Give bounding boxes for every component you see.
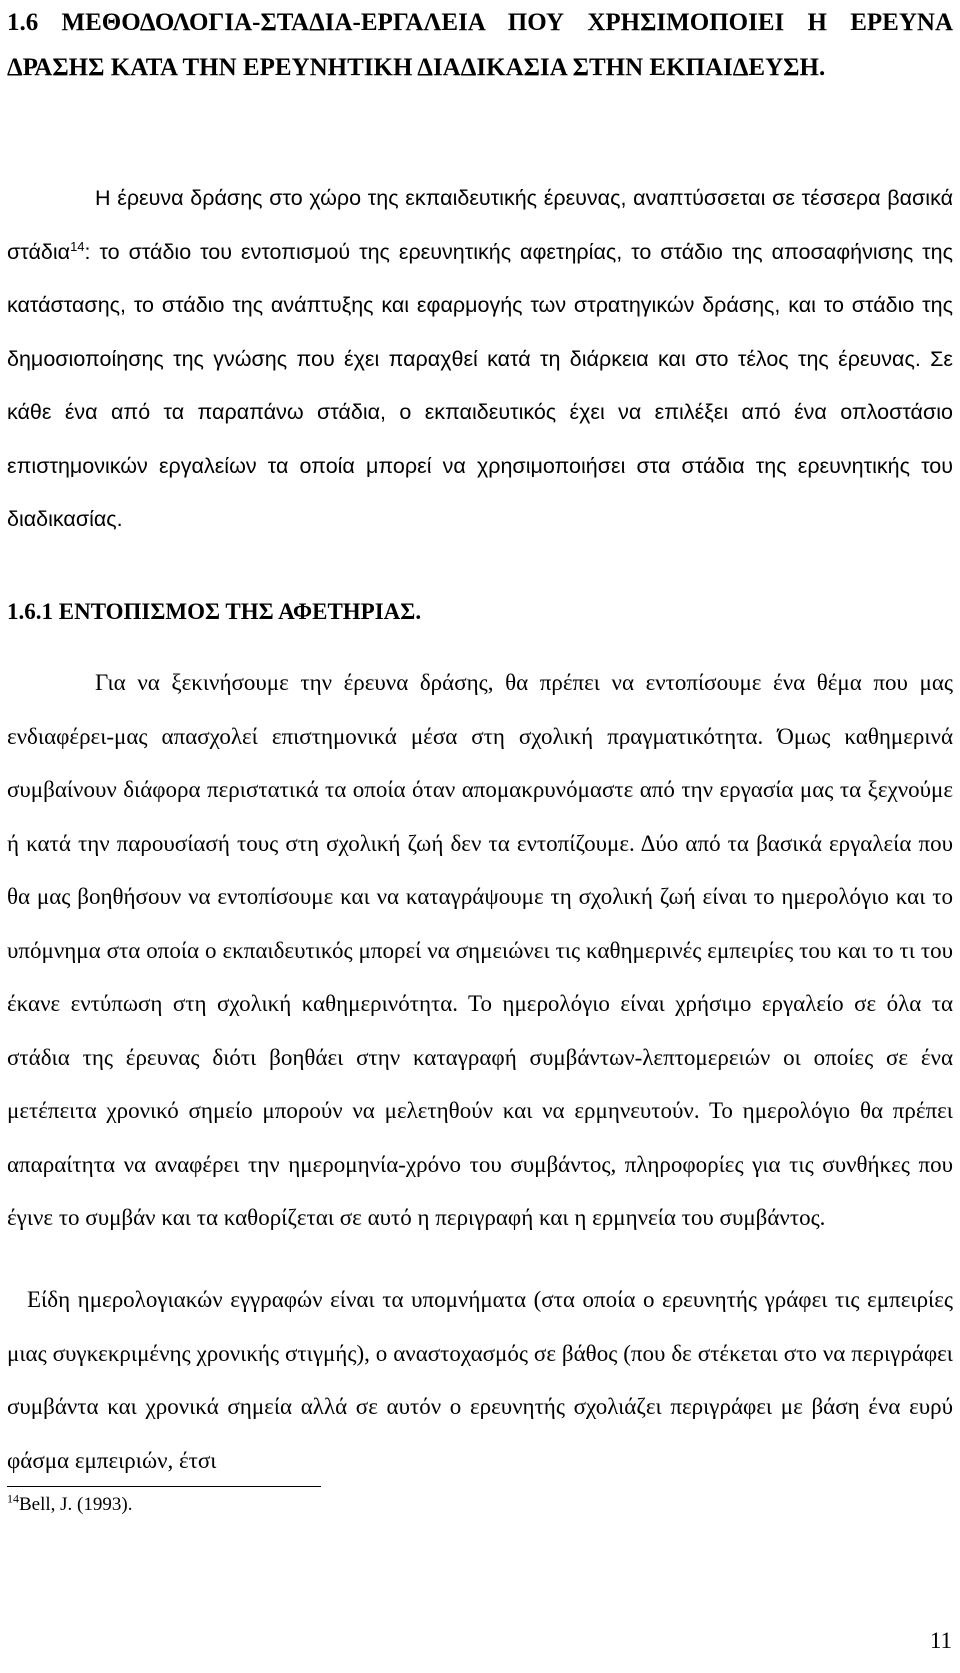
footnote	[7, 1491, 133, 1516]
paragraph-text: : το στάδιο του εντοπισμού της ερευνητικής αφετηρίας, το στάδιο της αποσαφήνισης της κατάστασης, το στάδιο της ανάπτυξης και εφαρμογής των στρατηγικών δράσης, και το στάδιο της δημοσιοποίησης της γνώσης που έχει παραχθεί κατά τη διάρκεια και στο τέλος της έρευνας. Σε κάθε ένα από τα παραπάνω στάδια, ο εκπαιδευτικός έχει να επιλέξει από ένα οπλοστάσιο επιστημονικών εργαλείων τα οποία μπορεί να χρησιμοποιήσει στα στάδια της ερευνητικής του διαδικασίας.	[7, 239, 953, 531]
page-number: 11	[929, 1628, 952, 1653]
subsection-heading: 1.6.1 ΕΝΤΟΠΙΣΜΟΣ ΤΗΣ ΑΦΕΤΗΡΙΑΣ.	[7, 599, 422, 624]
footnote-reference[interactable]: 14	[70, 238, 85, 254]
paragraph-diary-tools: Για να ξεκινήσουμε την έρευνα δράσης, θα πρέπει να εντοπίσουμε ένα θέμα που μας ενδιαφέρει-μας απασχολεί επιστημονικά μέσα στη σχολική πραγματικότητα. Όμως καθημερινά συμβαίνουν διάφορα περιστατικά τα οποία όταν απομακρυνόμαστε από την εργασία μας τα ξεχνούμε ή κατά την παρουσίασή τους στη σχολική ζωή δεν τα εντοπίζουμε. Δύο από τα βασικά εργαλεία που θα μας βοηθήσουν να εντοπίσουμε και να καταγράψουμε τη σχολική ζωή είναι το ημερολόγιο και το υπόμνημα στα οποία ο εκπαιδευτικός μπορεί να σημειώνει τις καθημερινές εμπειρίες του και το τι του έκανε εντύπωση στη σχολική καθημερινότητα. Το ημερολόγιο είναι χρήσιμο εργαλείο σε όλα τα στάδια της έρευνας διότι βοηθάει στην καταγραφή συμβάντων-λεπτομερειών οι οποίες σε ένα μετέπειτα χρονικό σημείο μπορούν να μελετηθούν και να ερμηνευτούν. Το ημερολόγιο θα πρέπει απαραίτητα να αναφέρει την ημερομηνία-χρόνο του συμβάντος, πληροφορίες για τις συνθήκες που έγινε το συμβάν και τα καθορίζεται σε αυτό η περιγραφή και η ερμηνεία του συμβάντος.	[7, 670, 953, 1230]
footnote-separator	[7, 1486, 321, 1487]
paragraph-research-stages	[7, 172, 953, 547]
footnote-text: Bell, J. (1993).	[19, 1494, 133, 1515]
paragraph-text: Η έρευνα δράσης στο χώρο της εκπαιδευτικής έρευνας, αναπτύσσεται σε τέσσερα βασικά στάδια	[7, 186, 953, 264]
paragraph-diary-types: Είδη ημερολογιακών εγγραφών είναι τα υπομνήματα (στα οποία ο ερευνητής γράφει τις εμπειρίες μιας συγκεκριμένης χρονικής στιγμής), ο αναστοχασμός σε βάθος (που δε στέκεται στο να περιγράφει συμβάντα και χρονικά σημεία αλλά σε αυτόν ο ερευνητής σχολιάζει περιγράφει με βάση ένα ευρύ φάσμα εμπειριών, έτσι	[7, 1287, 953, 1473]
section-title: 1.6 ΜΕΘΟΔΟΛΟΓΙΑ-ΣΤΑΔΙΑ-ΕΡΓΑΛΕΙΑ ΠΟΥ ΧΡΗΣΙΜΟΠΟΙΕΙ Η ΕΡΕΥΝΑ ΔΡΑΣΗΣ ΚΑΤΑ ΤΗΝ ΕΡΕΥΝΗΤΙΚΗ ΔΙΑΔΙΚΑΣΙΑ ΣΤΗΝ ΕΚΠΑΙΔΕΥΣΗ.	[7, 9, 953, 81]
footnote-number: 14	[7, 1491, 19, 1506]
